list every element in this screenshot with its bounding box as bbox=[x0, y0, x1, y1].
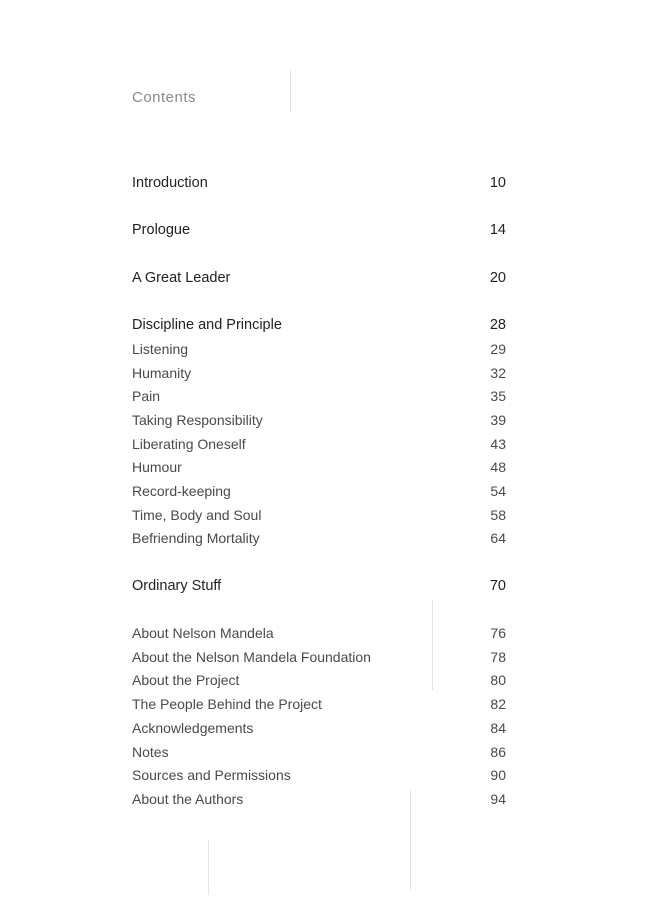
toc-subentry bbox=[132, 669, 506, 693]
toc-subentry bbox=[132, 433, 506, 457]
toc-entry-label: Humanity bbox=[132, 364, 192, 381]
toc-subentry bbox=[132, 646, 506, 670]
toc-chapter-entry bbox=[132, 314, 506, 338]
toc-entry-label: Acknowledgements bbox=[132, 719, 254, 736]
toc-subentry bbox=[132, 693, 506, 717]
toc-subentry bbox=[132, 764, 506, 788]
toc-entry-label: Befriending Mortality bbox=[132, 530, 260, 547]
toc-entry-label: Introduction bbox=[132, 175, 208, 191]
section-gap bbox=[132, 290, 506, 314]
toc-subentry bbox=[132, 504, 506, 528]
toc-entry-label: Ordinary Stuff bbox=[132, 577, 222, 594]
toc-page-number: 29 bbox=[490, 340, 506, 357]
toc-page-number: 64 bbox=[490, 530, 506, 547]
toc-subentry bbox=[132, 741, 506, 765]
toc-subentry bbox=[132, 362, 506, 386]
page-title: Contents bbox=[132, 89, 197, 106]
toc-entry-label: Humour bbox=[132, 459, 182, 476]
toc-page-number: 82 bbox=[490, 696, 506, 713]
toc-page-number: 76 bbox=[490, 625, 506, 642]
toc-entry-label: A Great Leader bbox=[132, 269, 231, 286]
toc-subentry bbox=[132, 456, 506, 480]
table-of-contents bbox=[132, 172, 506, 812]
toc-page-number: 94 bbox=[490, 790, 506, 807]
toc-page-number: 10 bbox=[489, 175, 506, 191]
toc-entry-label: Record-keeping bbox=[132, 482, 231, 499]
toc-chapter-entry bbox=[132, 267, 506, 291]
toc-page-number: 32 bbox=[490, 364, 506, 381]
toc-page-number: 28 bbox=[489, 317, 506, 334]
toc-chapter-entry bbox=[132, 575, 506, 599]
toc-page-number: 90 bbox=[490, 767, 506, 784]
section-gap bbox=[132, 243, 506, 267]
toc-entry-label: Listening bbox=[132, 340, 189, 357]
toc-entry-label: About the Project bbox=[132, 672, 240, 689]
toc-page-number: 58 bbox=[490, 506, 506, 523]
toc-page-number: 43 bbox=[490, 435, 506, 452]
toc-page-number: 14 bbox=[489, 222, 506, 239]
toc-page-number: 54 bbox=[490, 482, 506, 499]
toc-page-number: 39 bbox=[490, 411, 506, 428]
toc-entry-label: Notes bbox=[132, 743, 169, 760]
toc-subentry bbox=[132, 480, 506, 504]
toc-page-number: 84 bbox=[490, 719, 506, 736]
toc-page-number: 80 bbox=[490, 672, 506, 689]
toc-entry-label: Discipline and Principle bbox=[132, 317, 282, 334]
toc-page-number: 78 bbox=[490, 648, 506, 665]
toc-entry-label: Prologue bbox=[132, 222, 191, 239]
toc-subentry bbox=[132, 385, 506, 409]
section-gap bbox=[132, 196, 506, 220]
toc-subentry bbox=[132, 717, 506, 741]
scan-mark bbox=[290, 70, 291, 112]
toc-page-number: 35 bbox=[490, 388, 506, 405]
toc-entry-label: Sources and Permissions bbox=[132, 767, 291, 784]
section-gap bbox=[132, 598, 506, 622]
toc-page-number: 86 bbox=[490, 743, 506, 760]
toc-subentry bbox=[132, 338, 506, 362]
toc-chapter-entry bbox=[132, 219, 506, 243]
toc-subentry bbox=[132, 409, 506, 433]
toc-entry-label: Pain bbox=[132, 388, 161, 405]
toc-subentry bbox=[132, 622, 506, 646]
toc-entry-label: About Nelson Mandela bbox=[132, 625, 274, 642]
toc-entry-label: About the Authors bbox=[132, 790, 244, 807]
toc-chapter-entry bbox=[132, 172, 506, 196]
toc-page-number: 70 bbox=[489, 577, 506, 594]
toc-subentry bbox=[132, 527, 506, 551]
toc-page-number: 20 bbox=[489, 269, 506, 286]
toc-subentry bbox=[132, 788, 506, 812]
section-gap bbox=[132, 551, 506, 575]
scan-mark bbox=[208, 840, 209, 895]
toc-entry-label: About the Nelson Mandela Foundation bbox=[132, 648, 371, 665]
toc-page-number: 48 bbox=[490, 459, 506, 476]
toc-entry-label: Liberating Oneself bbox=[132, 435, 246, 452]
toc-entry-label: Taking Responsibility bbox=[132, 411, 263, 428]
toc-entry-label: Time, Body and Soul bbox=[132, 506, 262, 523]
toc-entry-label: The People Behind the Project bbox=[132, 696, 322, 713]
